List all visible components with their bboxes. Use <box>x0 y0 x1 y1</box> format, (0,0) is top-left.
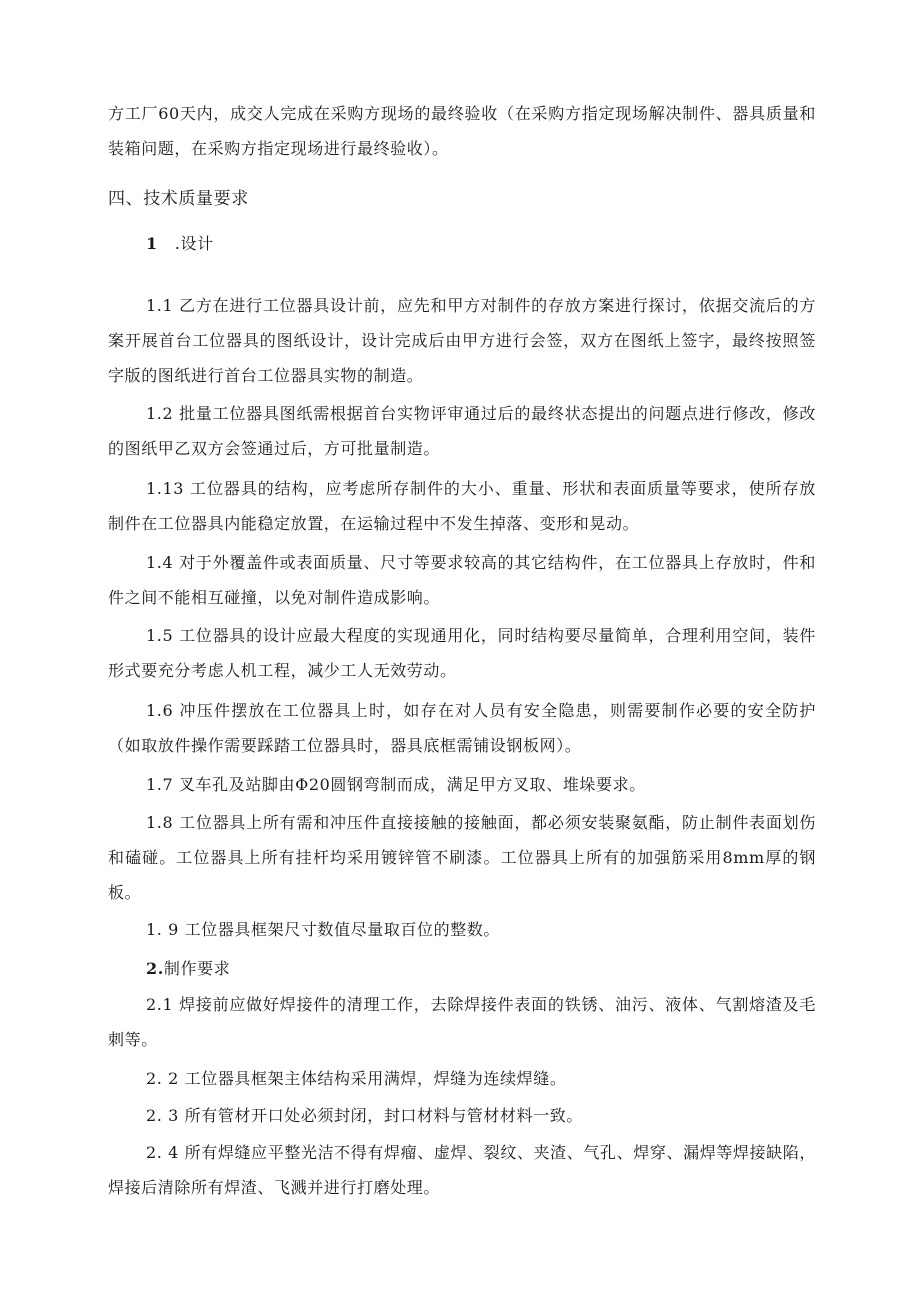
intro-paragraph: 方工厂60天内，成交人完成在采购方现场的最终验收（在采购方指定现场解决制件、器具质量和装箱问题，在采购方指定现场进行最终验收）。 <box>108 104 816 158</box>
paragraph-2-2: 2. 2 工位器具框架主体结构采用满焊，焊缝为连续焊缝。 <box>146 1069 567 1088</box>
paragraph-2-4: 2. 4 所有焊缝应平整光洁不得有焊瘤、虚焊、裂纹、夹渣、气孔、焊穿、漏焊等焊接缺陷，焊接后清除所有焊渣、飞溅并进行打磨处理。 <box>108 1143 816 1197</box>
design-subheading-number: 1 <box>146 234 158 253</box>
paragraph-1-7: 1.7 叉车孔及站脚由Φ20圆钢弯制而成，满足甲方叉取、堆垛要求。 <box>146 775 646 794</box>
paragraph-1-2: 1.2 批量工位器具图纸需根据首台实物评审通过后的最终状态提出的问题点进行修改，修改的图纸甲乙双方会签通过后，方可批量制造。 <box>108 404 816 458</box>
paragraph-1-6: 1.6 冲压件摆放在工位器具上时，如存在对人员有安全隐患，则需要制作必要的安全防护（如取放件操作需要踩踏工位器具时，器具底框需铺设钢板网）。 <box>108 701 816 755</box>
paragraph-2-1: 2.1 焊接前应做好焊接件的清理工作，去除焊接件表面的铁锈、油污、液体、气割熔渣及毛刺等。 <box>108 995 816 1049</box>
make-subheading-number: 2. <box>146 959 164 978</box>
make-subheading-title: 制作要求 <box>163 959 231 978</box>
paragraph-1-1: 1.1 乙方在进行工位器具设计前，应先和甲方对制件的存放方案进行探讨，依据交流后的方案开展首台工位器具的图纸设计，设计完成后由甲方进行会签，双方在图纸上签字，最终按照签字版的图纸进行首台工位器具实物的制造。 <box>108 296 816 385</box>
paragraph-2-3: 2. 3 所有管材开口处必须封闭，封口材料与管材材料一致。 <box>146 1106 584 1125</box>
section-4-heading: 四、技术质量要求 <box>108 189 249 209</box>
paragraph-1-5: 1.5 工位器具的设计应最大程度的实现通用化，同时结构要尽量简单，合理利用空间，装件形式要充分考虑人机工程，减少工人无效劳动。 <box>108 626 816 680</box>
design-subheading <box>108 226 816 261</box>
paragraph-1-4: 1.4 对于外覆盖件或表面质量、尺寸等要求较高的其它结构件，在工位器具上存放时，件和件之间不能相互碰撞，以免对制件造成影响。 <box>108 553 816 607</box>
paragraph-1-9: 1. 9 工位器具框架尺寸数值尽量取百位的整数。 <box>146 920 501 939</box>
design-subheading-title: .设计 <box>174 234 214 253</box>
paragraph-1-3: 1.13 工位器具的结构，应考虑所存制件的大小、重量、形状和表面质量等要求，使所存放制件在工位器具内能稳定放置，在运输过程中不发生掉落、变形和晃动。 <box>108 479 816 533</box>
make-subheading <box>108 951 816 986</box>
paragraph-1-8: 1.8 工位器具上所有需和冲压件直接接触的接触面，都必须安装聚氨酯，防止制件表面划伤和磕碰。工位器具上所有挂杆均采用镀锌管不刷漆。工位器具上所有的加强筋采用8mm厚的钢板。 <box>108 813 816 902</box>
